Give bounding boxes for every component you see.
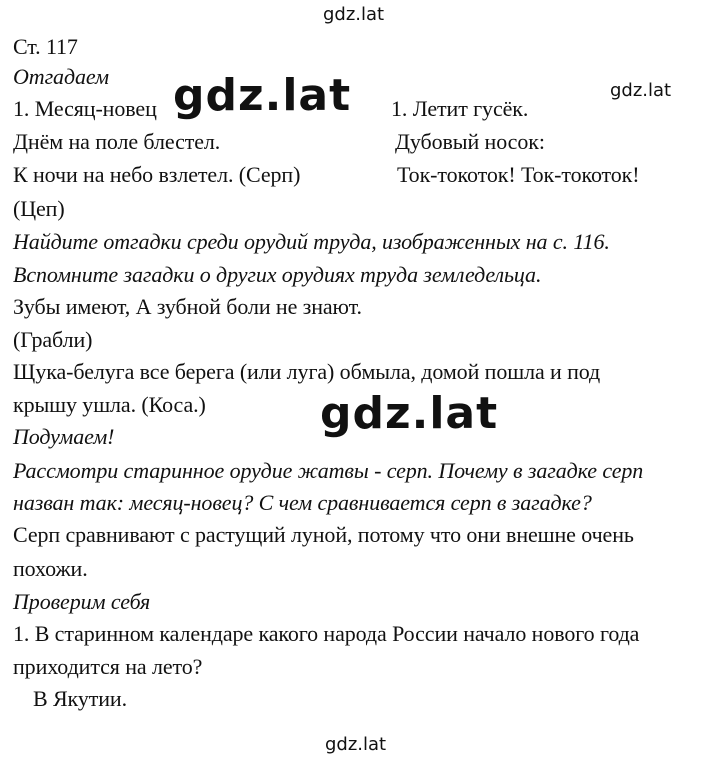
riddle2-line3: Ток-токоток! Ток-токоток!	[397, 162, 640, 187]
check-question-line1: 1. В старинном календаре какого народа России начало нового года	[13, 621, 640, 646]
riddle2-title: 1. Летит гусёк.	[391, 96, 529, 121]
check-question-line2: приходится на лето?	[13, 654, 203, 679]
watermark-bottom: gdz.lat	[325, 734, 387, 755]
check-answer: В Якутии.	[33, 686, 127, 711]
riddle2-answer: (Цеп)	[13, 196, 65, 221]
riddle1-line2: Днём на поле блестел.	[13, 129, 221, 154]
riddle3-text: Зубы имеют, А зубной боли не знают.	[13, 294, 362, 319]
answer-line2: похожи.	[13, 556, 88, 581]
watermark-large-left: gdz.lat	[173, 70, 352, 121]
riddle2-line2: Дубовый носок:	[395, 129, 545, 154]
task-recall-riddles: Вспомните загадки о других орудиях труда земледельца.	[13, 262, 542, 287]
task-find-answers: Найдите отгадки среди орудий труда, изображенных на с. 116.	[13, 229, 610, 254]
heading-think: Подумаем!	[13, 424, 115, 449]
watermark-large-middle: gdz.lat	[320, 388, 499, 439]
watermark-top: gdz.lat	[323, 4, 385, 25]
question-line1: Рассмотри старинное орудие жатвы - серп. Почему в загадке серп	[13, 458, 644, 483]
heading-guess: Отгадаем	[13, 64, 109, 89]
riddle1-line3: К ночи на небо взлетел. (Серп)	[13, 162, 301, 187]
riddle3-answer: (Грабли)	[13, 327, 93, 352]
question-line2: назван так: месяц-новец? С чем сравнивается серп в загадке?	[13, 490, 592, 515]
watermark-right: gdz.lat	[610, 80, 672, 101]
heading-check: Проверим себя	[13, 589, 151, 614]
riddle4-line2: крышу ушла. (Коса.)	[13, 392, 206, 417]
page-reference: Ст. 117	[13, 34, 78, 59]
riddle1-title: 1. Месяц-новец	[13, 96, 157, 121]
riddle4-line1: Щука-белуга все берега (или луга) обмыла, домой пошла и под	[13, 359, 601, 384]
answer-line1: Серп сравнивают с растущий луной, потому что они внешне очень	[13, 522, 634, 547]
